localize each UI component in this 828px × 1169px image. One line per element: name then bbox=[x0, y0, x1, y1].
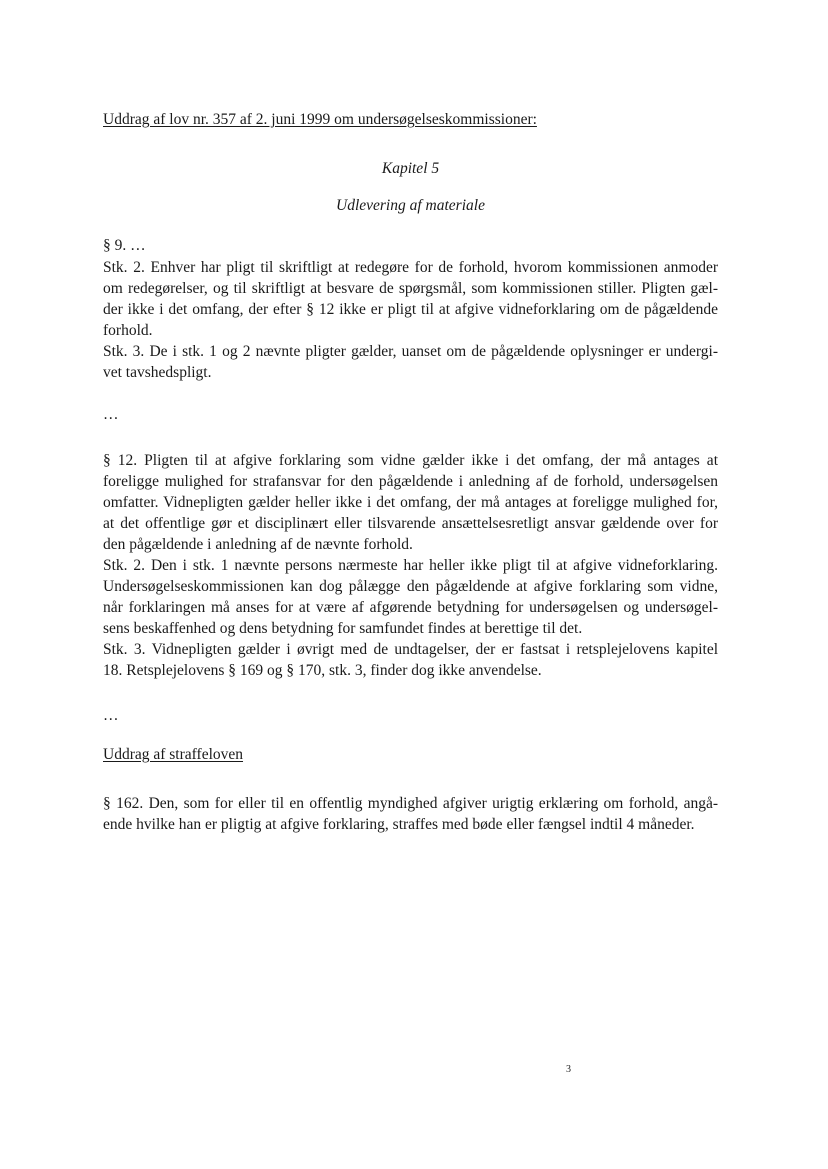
law-excerpt-heading: Uddrag af lov nr. 357 af 2. juni 1999 om undersøgelseskommissioner: bbox=[103, 111, 537, 128]
ellipsis-separator: … bbox=[103, 707, 119, 724]
section-9-line: forhold. bbox=[103, 322, 153, 339]
section-12-line: omfatter. Vidnepligten gælder heller ikke i det omfang, der må antages at foreligge mulighed for, bbox=[103, 494, 718, 511]
section-9-line: om redegørelser, og til skriftligt at besvare de spørgsmål, som kommissionen stiller. Pligten gæl- bbox=[103, 280, 718, 297]
section-9-line: Stk. 3. De i stk. 1 og 2 nævnte pligter gælder, uanset om de pågældende oplysninger er undergi- bbox=[103, 343, 718, 360]
section-9-line: § 9. … bbox=[103, 237, 146, 254]
section-12-line: 18. Retsplejelovens § 169 og § 170, stk. 3, finder dog ikke anvendelse. bbox=[103, 662, 542, 679]
penal-code-excerpt-heading: Uddrag af straffeloven bbox=[103, 746, 244, 763]
section-9-line: vet tavshedspligt. bbox=[103, 364, 212, 381]
ellipsis-separator: … bbox=[103, 406, 119, 423]
section-12-line: foreligge mulighed for strafansvar for den pågældende i anledning af de forhold, undersøgelsen bbox=[103, 473, 718, 490]
chapter-label: Kapitel 5 bbox=[381, 160, 440, 177]
section-162-line: ende hvilke han er pligtig at afgive forklaring, straffes med bøde eller fængsel indtil 4 måneder. bbox=[103, 816, 695, 833]
section-12-line: Stk. 2. Den i stk. 1 nævnte persons nærmeste har heller ikke pligt til at afgive vidneforklaring. bbox=[103, 557, 718, 574]
section-12-line: sens beskaffenhed og dens betydning for samfundet findes at berettige til det. bbox=[103, 620, 583, 637]
section-12-line: at det offentlige gør et disciplinært eller tilsvarende ansættelsesretligt ansvar gældende over for bbox=[103, 515, 718, 532]
section-12-line: når forklaringen må anses for at være af afgørende betydning for undersøgelsen og undersøgel- bbox=[103, 599, 718, 616]
section-162-line: § 162. Den, som for eller til en offentlig myndighed afgiver urigtig erklæring om forhold, angå- bbox=[103, 795, 718, 812]
section-9-line: der ikke i det omfang, der efter § 12 ikke er pligt til at afgive vidneforklaring om de pågældende bbox=[103, 301, 718, 318]
section-9-line: Stk. 2. Enhver har pligt til skriftligt at redegøre for de forhold, hvorom kommissionen anmoder bbox=[103, 259, 718, 276]
section-12-line: Undersøgelseskommissionen kan dog pålægge den pågældende at afgive forklaring som vidne, bbox=[103, 578, 718, 595]
section-12-line: Stk. 3. Vidnepligten gælder i øvrigt med de undtagelser, der er fastsat i retsplejelovens kapitel bbox=[103, 641, 718, 658]
page-number: 3 bbox=[566, 1064, 571, 1075]
section-12-line: § 12. Pligten til at afgive forklaring som vidne gælder ikke i det omfang, der må antages at bbox=[103, 452, 718, 469]
chapter-title: Udlevering af materiale bbox=[336, 197, 485, 214]
section-12-line: den pågældende i anledning af de nævnte forhold. bbox=[103, 536, 413, 553]
